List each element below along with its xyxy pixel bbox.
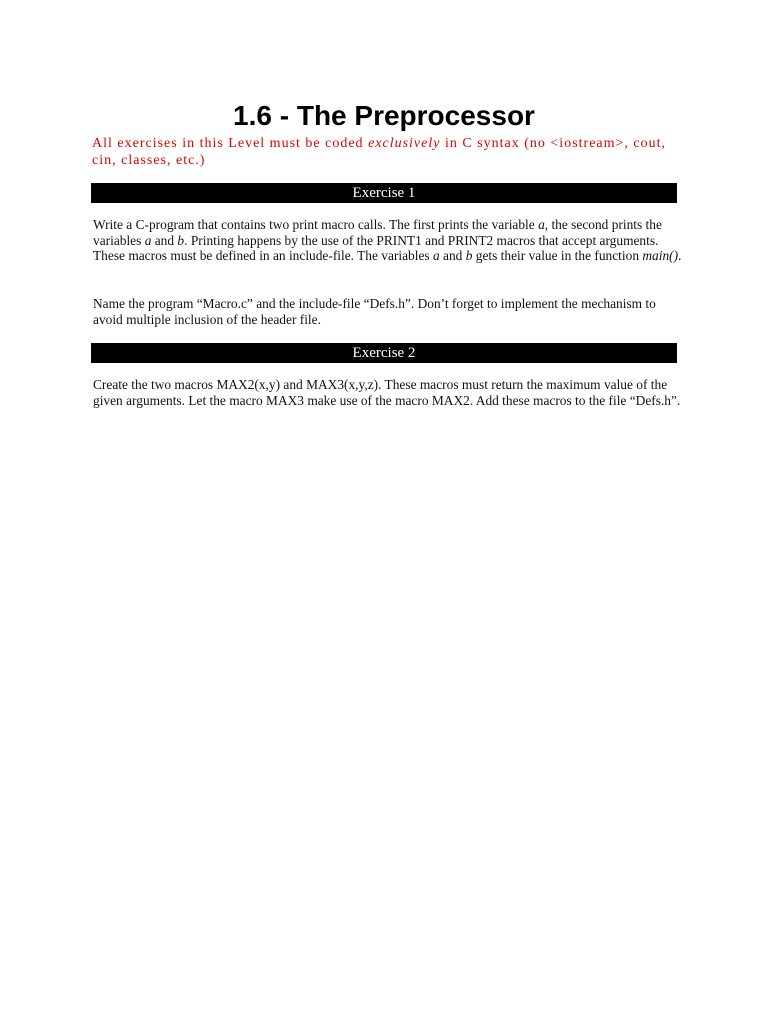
- text-segment: and: [439, 248, 466, 264]
- notice-text-end: in C syntax (no <iostream>, cout, cin, classes, etc.): [92, 136, 667, 168]
- exercise-2-heading: Exercise 2: [91, 343, 677, 363]
- text-segment: and: [151, 232, 178, 248]
- variable-b: b: [465, 248, 473, 264]
- text-segment: Write a C-program that contains two print macro calls. The first prints the variable: [93, 217, 539, 232]
- exercise-1-heading: Exercise 1: [91, 183, 677, 203]
- variable-a: a: [144, 232, 152, 248]
- variable-a: a: [538, 217, 545, 232]
- text-segment: gets their value in the function: [472, 248, 643, 264]
- variable-b: b: [177, 232, 185, 248]
- text-segment: . Printing happens by the use of the PRINT1 and PRINT2 macros that accept arguments. These macros must be defined in an include-file. The variables: [93, 232, 659, 264]
- text-segment: .: [678, 248, 682, 264]
- variable-a: a: [432, 248, 440, 264]
- notice-emphasis: exclusively: [368, 136, 441, 151]
- function-main: main(): [642, 248, 679, 264]
- exercise-1-paragraph-2: Name the program “Macro.c” and the include-file “Defs.h”. Don’t forget to implement the mechanism to avoid multiple inclusion of the header file.: [93, 296, 656, 327]
- exercise-2-paragraph-1: Create the two macros MAX2(x,y) and MAX3(x,y,z). These macros must return the maximum value of the given arguments. Let the macro MAX3 make use of the macro MAX2. Add these macros to the file “Defs.h”.: [93, 377, 681, 408]
- exercise-1-paragraph-1: [93, 217, 683, 264]
- page-title: 1.6 - The Preprocessor: [233, 100, 535, 131]
- c-syntax-notice: [92, 135, 682, 169]
- text-segment: , the second prints the variables: [93, 217, 662, 248]
- notice-text-start: All exercises in this Level must be coded: [92, 136, 369, 151]
